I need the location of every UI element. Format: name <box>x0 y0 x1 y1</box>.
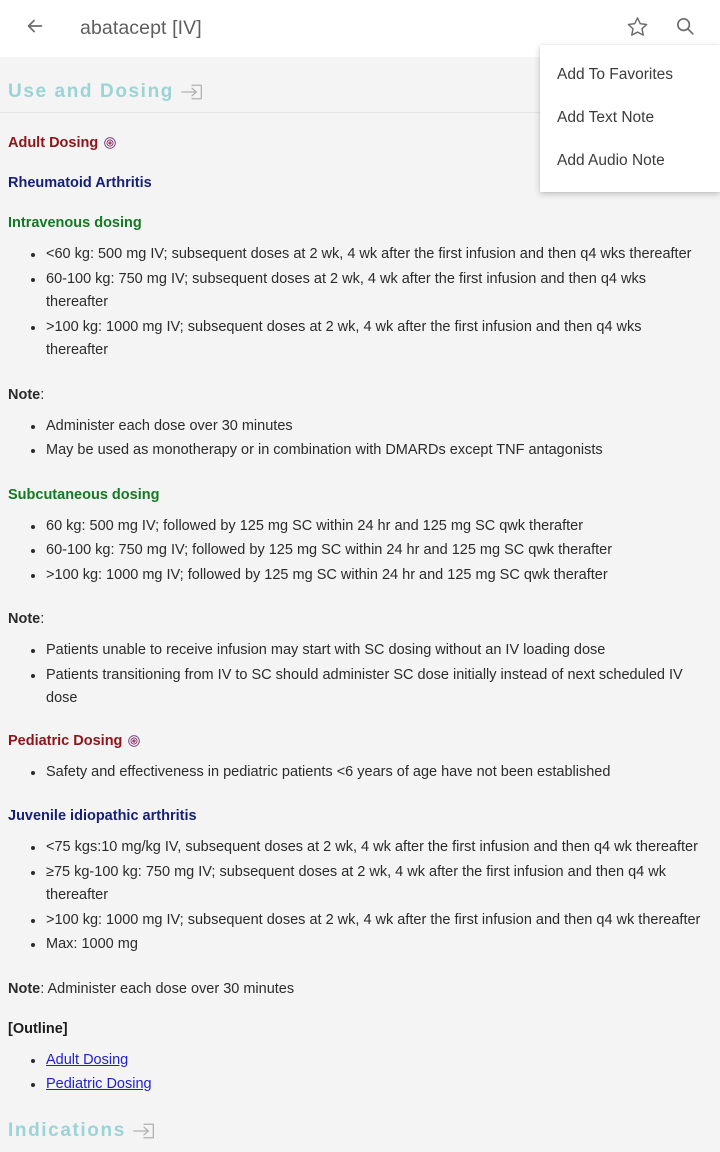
list-pediatric-dosing <box>8 761 710 785</box>
note-pediatric <box>8 981 710 997</box>
heading-pediatric-dosing-label: Pediatric Dosing <box>8 732 123 749</box>
favorite-button[interactable] <box>620 12 654 46</box>
list-item: >100 kg: 1000 mg IV; subsequent doses at 2 wk, 4 wk after the first infusion and then q4 wk thereafter <box>46 909 710 933</box>
heading-adult-dosing-label: Adult Dosing <box>8 135 99 151</box>
list-item: <60 kg: 500 mg IV; subsequent doses at 2 wk, 4 wk after the first infusion and then q4 wks thereafter <box>46 243 710 267</box>
heading-rheumatoid-arthritis: Rheumatoid Arthritis <box>8 175 152 191</box>
note-label-suffix: : <box>40 611 45 627</box>
list-item: Patients unable to receive infusion may start with SC dosing without an IV loading dose <box>46 639 710 663</box>
arrow-left-icon <box>24 15 46 42</box>
list-outline-links <box>8 1049 710 1097</box>
page-title: abatacept [IV] <box>80 17 202 39</box>
list-item: >100 kg: 1000 mg IV; followed by 125 mg SC within 24 hr and 125 mg SC qwk therafter <box>46 564 710 588</box>
menu-item-add-text-note[interactable]: Add Text Note <box>557 108 655 126</box>
list-note-iv <box>8 415 710 463</box>
list-item: ≥75 kg-100 kg: 750 mg IV; subsequent doses at 2 wk, 4 wk after the first infusion and then q4 wk thereafter <box>46 861 710 908</box>
note-label-text: Note <box>8 980 41 997</box>
list-subcutaneous-dosing <box>8 515 710 588</box>
search-button[interactable] <box>668 12 702 46</box>
drug-monograph-icon[interactable] <box>128 735 140 747</box>
jump-to-section-icon[interactable] <box>181 82 203 102</box>
jump-to-section-icon[interactable] <box>133 1121 155 1141</box>
heading-juvenile-idiopathic-arthritis: Juvenile idiopathic arthritis <box>8 808 197 824</box>
star-outline-icon <box>626 15 649 43</box>
menu-item-add-audio-note[interactable]: Add Audio Note <box>557 151 665 169</box>
list-item: Patients transitioning from IV to SC should administer SC dose initially instead of next scheduled IV dose <box>46 664 710 711</box>
note-label-text: Note <box>8 611 41 627</box>
list-item: Max: 1000 mg <box>46 933 710 957</box>
list-item <box>46 1049 710 1073</box>
monograph-body <box>0 135 720 1097</box>
list-item: <75 kgs:10 mg/kg IV, subsequent doses at 2 wk, 4 wk after the first infusion and then q4 wk thereafter <box>46 836 710 860</box>
list-item: Administer each dose over 30 minutes <box>46 415 710 439</box>
heading-pediatric-dosing <box>8 733 710 749</box>
note-label-suffix: : <box>40 386 45 403</box>
list-item: Safety and effectiveness in pediatric patients <6 years of age have not been established <box>46 761 710 785</box>
list-note-sc <box>8 639 710 711</box>
outline-label: [Outline] <box>8 1020 68 1037</box>
section-header-indications[interactable] <box>0 1098 720 1152</box>
heading-subcutaneous-dosing: Subcutaneous dosing <box>8 486 160 503</box>
list-item: 60-100 kg: 750 mg IV; subsequent doses at 2 wk, 4 wk after the first infusion and then q4 wks thereafter <box>46 268 710 315</box>
link-adult-dosing[interactable]: Adult Dosing <box>46 1051 129 1068</box>
list-item: 60-100 kg: 750 mg IV; followed by 125 mg SC within 24 hr and 125 mg SC qwk therafter <box>46 539 710 563</box>
list-item: 60 kg: 500 mg IV; followed by 125 mg SC within 24 hr and 125 mg SC qwk therafter <box>46 515 710 539</box>
drug-monograph-icon[interactable] <box>104 137 116 149</box>
content-area[interactable] <box>0 57 720 1152</box>
list-item <box>46 1073 710 1097</box>
note-label-text: Note <box>8 386 41 403</box>
note-label-iv <box>8 387 710 403</box>
note-pediatric-text: : Administer each dose over 30 minutes <box>40 980 295 997</box>
search-icon <box>674 15 696 42</box>
link-pediatric-dosing[interactable]: Pediatric Dosing <box>46 1076 152 1092</box>
overflow-menu <box>540 45 720 192</box>
heading-intravenous-dosing: Intravenous dosing <box>8 215 142 231</box>
list-item: May be used as monotherapy or in combination with DMARDs except TNF antagonists <box>46 439 710 463</box>
list-intravenous-dosing <box>8 243 710 363</box>
back-button[interactable] <box>20 14 50 44</box>
section-title-indications: Indications <box>8 1119 126 1141</box>
section-title-use-and-dosing: Use and Dosing <box>8 81 174 102</box>
note-label-sc <box>8 611 710 627</box>
list-juvenile-idiopathic-arthritis <box>8 836 710 957</box>
list-item: >100 kg: 1000 mg IV; subsequent doses at 2 wk, 4 wk after the first infusion and then q4 wks thereafter <box>46 316 710 363</box>
menu-item-add-to-favorites[interactable]: Add To Favorites <box>557 65 674 83</box>
